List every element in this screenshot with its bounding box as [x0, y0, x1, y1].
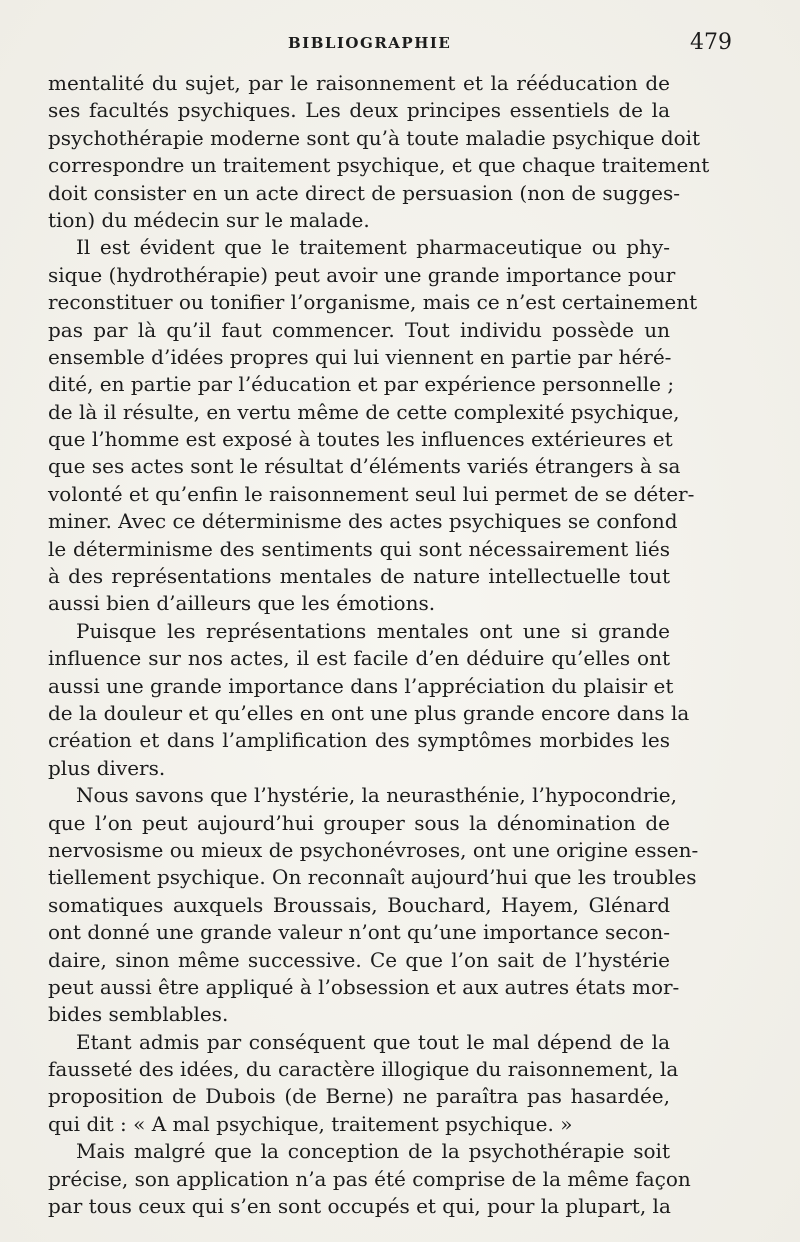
text-line: que l’homme est exposé à toutes les influences extérieures et	[48, 427, 673, 452]
text-line: dité, en partie par l’éducation et par expérience personnelle ;	[48, 372, 675, 397]
text-line: daire, sinon même successive. Ce que l’on sait de l’hystérie	[48, 947, 670, 972]
text-line: somatiques auxquels Broussais, Bouchard, Hayem, Glénard	[48, 892, 670, 917]
text-line: Nous savons que l’hystérie, la neurasthénie, l’hypocondrie,	[76, 783, 677, 808]
text-line: aussi bien d’ailleurs que les émotions.	[48, 591, 436, 616]
text-line: Etant admis par conséquent que tout le mal dépend de la	[76, 1029, 670, 1054]
text-line: aussi une grande importance dans l’appréciation du plaisir et	[48, 673, 674, 698]
text-line: que l’on peut aujourd’hui grouper sous la dénomination de	[48, 810, 670, 835]
page-header	[48, 30, 732, 60]
running-title: BIBLIOGRAPHIE	[288, 34, 452, 52]
text-line: tion) du médecin sur le malade.	[48, 207, 370, 232]
text-line: le déterminisme des sentiments qui sont nécessairement liés	[48, 536, 670, 561]
text-line: à des représentations mentales de nature intellectuelle tout	[48, 564, 670, 589]
text-line: correspondre un traitement psychique, et que chaque traitement	[48, 153, 710, 178]
text-line: psychothérapie moderne sont qu’à toute maladie psychique doit	[48, 125, 701, 150]
text-line: pas par là qu’il faut commencer. Tout individu possède un	[48, 317, 670, 342]
text-line: peut aussi être appliqué à l’obsession et aux autres états mor-	[48, 974, 680, 999]
text-line: sique (hydrothérapie) peut avoir une grande importance pour	[48, 262, 676, 287]
text-line: qui dit : « A mal psychique, traitement psychique. »	[48, 1111, 573, 1136]
text-line: ses facultés psychiques. Les deux principes essentiels de la	[48, 98, 670, 123]
text-line: mentalité du sujet, par le raisonnement et la rééducation de	[48, 71, 670, 95]
text-line: tiellement psychique. On reconnaît aujourd’hui que les troubles	[48, 865, 697, 890]
text-line: influence sur nos actes, il est facile d’en déduire qu’elles ont	[48, 646, 670, 671]
text-line: ensemble d’idées propres qui lui viennent en partie par héré-	[48, 344, 672, 369]
text-line: Puisque les représentations mentales ont une si grande	[76, 618, 670, 643]
text-line: doit consister en un acte direct de persuasion (non de sugges-	[48, 180, 680, 205]
text-line: Il est évident que le traitement pharmaceutique ou phy-	[76, 235, 670, 260]
text-line: par tous ceux qui s’en sont occupés et qui, pour la plupart, la	[48, 1194, 671, 1219]
text-line: Mais malgré que la conception de la psychothérapie soit	[76, 1139, 670, 1164]
text-line: nervosisme ou mieux de psychonévroses, ont une origine essen-	[48, 837, 699, 862]
text-line: volonté et qu’enfin le raisonnement seul lui permet de se déter-	[48, 481, 695, 506]
text-line: de là il résulte, en vertu même de cette complexité psychique,	[48, 399, 680, 424]
body-text	[48, 70, 710, 1220]
text-line: précise, son application n’a pas été comprise de la même façon	[48, 1166, 691, 1191]
page-number: 479	[690, 30, 732, 55]
text-line: miner. Avec ce déterminisme des actes psychiques se confond	[48, 509, 678, 534]
text-line: proposition de Dubois (de Berne) ne paraîtra pas hasardée,	[48, 1084, 670, 1109]
text-line: de la douleur et qu’elles en ont une plus grande encore dans la	[48, 700, 690, 725]
text-line: reconstituer ou tonifier l’organisme, mais ce n’est certainement	[48, 290, 698, 315]
text-line: ont donné une grande valeur n’ont qu’une importance secon-	[48, 920, 671, 945]
text-line: fausseté des idées, du caractère illogique du raisonnement, la	[48, 1057, 679, 1082]
text-line: bides semblables.	[48, 1002, 229, 1027]
text-line: plus divers.	[48, 755, 166, 780]
text-line: que ses actes sont le résultat d’éléments variés étrangers à sa	[48, 454, 681, 479]
text-line: création et dans l’amplification des symptômes morbides les	[48, 728, 670, 753]
